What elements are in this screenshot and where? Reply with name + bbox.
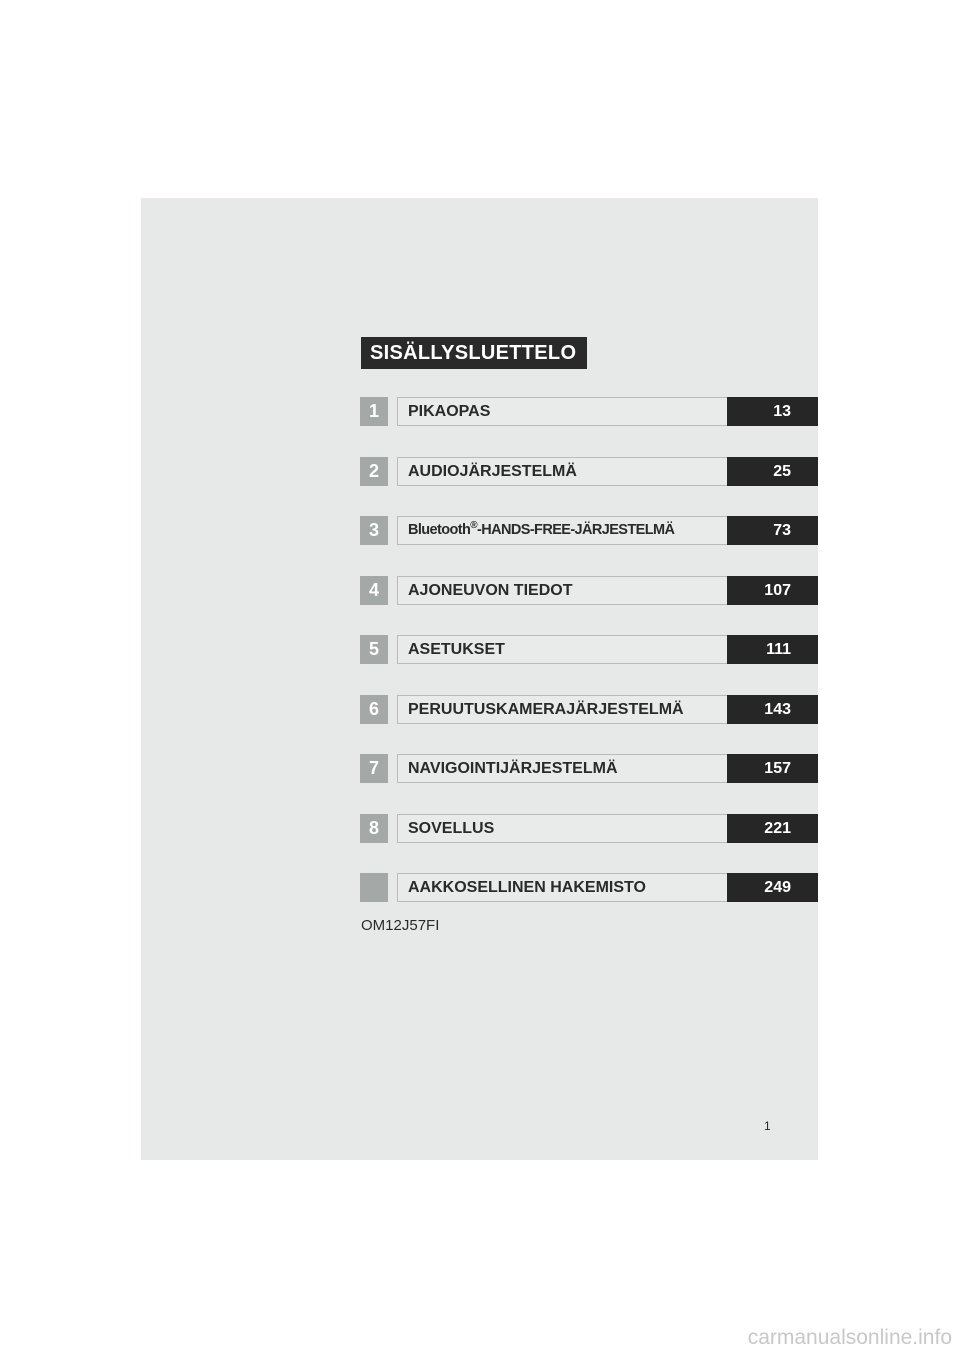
toc-item-8[interactable] bbox=[360, 814, 818, 843]
section-label[interactable]: PERUUTUSKAMERAJÄRJESTELMÄ bbox=[397, 695, 737, 724]
section-number: 2 bbox=[360, 457, 388, 486]
section-label[interactable]: AAKKOSELLINEN HAKEMISTO bbox=[397, 873, 737, 902]
section-page[interactable] bbox=[727, 516, 818, 545]
section-page[interactable] bbox=[727, 635, 818, 664]
section-page[interactable] bbox=[727, 873, 818, 902]
toc-title: SISÄLLYSLUETTELO bbox=[361, 337, 587, 369]
toc-item-index[interactable] bbox=[360, 873, 818, 902]
page-ref: 157 bbox=[764, 760, 791, 777]
section-number bbox=[360, 873, 388, 902]
toc-item-6[interactable] bbox=[360, 695, 818, 724]
toc-item-4[interactable] bbox=[360, 576, 818, 605]
content-panel bbox=[141, 198, 818, 1160]
toc-item-2[interactable] bbox=[360, 457, 818, 486]
toc-list bbox=[360, 397, 818, 933]
section-page[interactable] bbox=[727, 397, 818, 426]
section-number: 8 bbox=[360, 814, 388, 843]
page-ref: 107 bbox=[764, 581, 791, 599]
label-prefix: Bluetooth bbox=[408, 522, 471, 538]
document-code: OM12J57FI bbox=[361, 917, 440, 934]
section-label[interactable] bbox=[397, 516, 737, 545]
page-ref: 13 bbox=[773, 403, 791, 420]
section-number: 1 bbox=[360, 397, 388, 426]
section-label[interactable]: ASETUKSET bbox=[397, 635, 737, 664]
section-page[interactable] bbox=[727, 457, 818, 486]
page-ref: 143 bbox=[764, 700, 791, 718]
section-number: 3 bbox=[360, 516, 388, 545]
toc-item-3[interactable] bbox=[360, 516, 818, 545]
toc-item-1[interactable] bbox=[360, 397, 818, 426]
section-label[interactable]: AUDIOJÄRJESTELMÄ bbox=[397, 457, 737, 486]
section-label[interactable]: SOVELLUS bbox=[397, 814, 737, 843]
page-ref: 73 bbox=[773, 522, 791, 539]
toc-item-7[interactable] bbox=[360, 754, 818, 783]
label-suffix: -HANDS-FREE-JÄRJESTELMÄ bbox=[477, 522, 675, 538]
page-number: 1 bbox=[764, 1119, 771, 1133]
page-ref: 25 bbox=[773, 462, 791, 480]
section-number: 6 bbox=[360, 695, 388, 724]
section-number: 5 bbox=[360, 635, 388, 664]
page-ref: 221 bbox=[764, 819, 791, 837]
section-page[interactable] bbox=[727, 814, 818, 843]
section-page[interactable] bbox=[727, 754, 818, 783]
registered-mark: ® bbox=[470, 520, 478, 531]
watermark: carmanualsonline.info bbox=[747, 1326, 952, 1349]
section-label[interactable]: AJONEUVON TIEDOT bbox=[397, 576, 737, 605]
toc-item-5[interactable] bbox=[360, 635, 818, 664]
section-label[interactable]: PIKAOPAS bbox=[397, 397, 737, 426]
section-number: 7 bbox=[360, 754, 388, 783]
section-number: 4 bbox=[360, 576, 388, 605]
section-page[interactable] bbox=[727, 576, 818, 605]
section-label[interactable]: NAVIGOINTIJÄRJESTELMÄ bbox=[397, 754, 737, 783]
section-page[interactable] bbox=[727, 695, 818, 724]
page-ref: 249 bbox=[764, 879, 791, 896]
page-ref: 111 bbox=[766, 641, 791, 658]
